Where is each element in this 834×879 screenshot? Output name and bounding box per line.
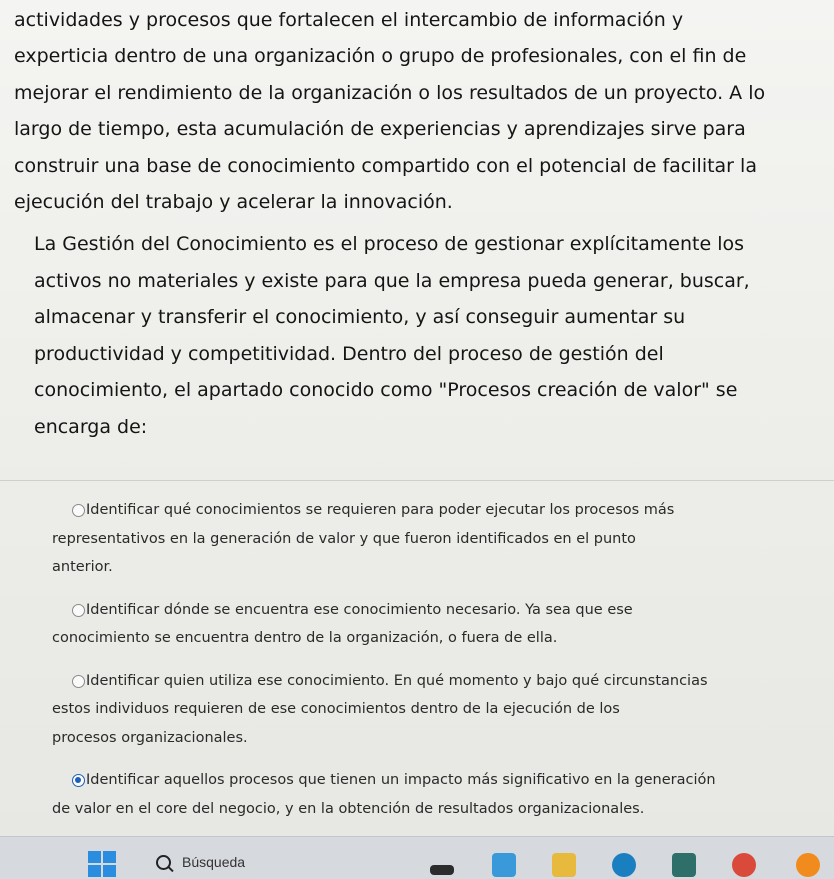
answer-option-1[interactable] bbox=[52, 496, 812, 582]
intro-line: mejorar el rendimiento de la organización o los resultados de un proyecto. A lo bbox=[14, 81, 766, 104]
magnifier-icon bbox=[156, 855, 171, 870]
question-line: encarga de: bbox=[34, 415, 148, 438]
windows-start-icon[interactable] bbox=[88, 851, 118, 879]
question-line: almacenar y transferir el conocimiento, y así conseguir aumentar su bbox=[34, 306, 686, 328]
file-explorer-icon[interactable] bbox=[430, 865, 454, 875]
radio-button-icon[interactable] bbox=[72, 504, 85, 517]
option-line: representativos en la generación de valor y que fueron identificados en el punto bbox=[52, 530, 636, 547]
question-line: conocimiento, el apartado conocido como "Procesos creación de valor" se bbox=[34, 379, 738, 401]
option-line: estos individuos requieren de ese conocimientos dentro de la ejecución de los bbox=[52, 701, 620, 717]
store-icon[interactable] bbox=[672, 853, 696, 877]
intro-line: actividades y procesos que fortalecen el intercambio de información y bbox=[14, 9, 684, 31]
question-line: activos no materiales y existe para que la empresa pueda generar, buscar, bbox=[34, 269, 750, 292]
app-icon[interactable] bbox=[796, 853, 820, 877]
taskbar-search[interactable] bbox=[146, 849, 416, 879]
chrome-icon[interactable] bbox=[732, 853, 756, 877]
folder-icon[interactable] bbox=[552, 853, 576, 877]
option-line: procesos organizacionales. bbox=[52, 729, 248, 746]
intro-paragraph bbox=[14, 2, 814, 220]
answer-option-4[interactable] bbox=[52, 766, 812, 823]
divider bbox=[0, 480, 834, 481]
search-label: Búsqueda bbox=[182, 854, 246, 870]
radio-button-icon[interactable] bbox=[72, 675, 85, 688]
taskbar bbox=[0, 836, 834, 879]
option-line: de valor en el core del negocio, y en la obtención de resultados organizacionales. bbox=[52, 800, 645, 817]
answer-option-3[interactable] bbox=[52, 667, 812, 753]
browser-icon[interactable] bbox=[612, 853, 636, 877]
option-line: Identificar quien utiliza ese conocimiento. En qué momento y bajo qué circunstancias bbox=[86, 672, 708, 689]
intro-line: largo de tiempo, esta acumulación de experiencias y aprendizajes sirve para bbox=[14, 118, 746, 141]
question-line: productividad y competitividad. Dentro del proceso de gestión del bbox=[34, 342, 664, 365]
option-line: Identificar dónde se encuentra ese conocimiento necesario. Ya sea que ese bbox=[86, 601, 633, 618]
question-text bbox=[34, 226, 804, 445]
intro-line: experticia dentro de una organización o grupo de profesionales, con el fin de bbox=[14, 45, 747, 68]
question-line: La Gestión del Conocimiento es el proceso de gestionar explícitamente los bbox=[34, 233, 744, 255]
app-icon[interactable] bbox=[492, 853, 516, 877]
intro-line: construir una base de conocimiento compartido con el potencial de facilitar la bbox=[14, 154, 757, 177]
option-line: conocimiento se encuentra dentro de la organización, o fuera de ella. bbox=[52, 630, 558, 646]
option-line: Identificar aquellos procesos que tienen un impacto más significativo en la generación bbox=[86, 772, 716, 788]
answer-option-2[interactable] bbox=[52, 596, 812, 653]
option-line: anterior. bbox=[52, 559, 113, 575]
radio-button-selected-icon[interactable] bbox=[72, 774, 85, 787]
answer-options bbox=[52, 496, 812, 836]
option-line: Identificar qué conocimientos se requieren para poder ejecutar los procesos más bbox=[86, 502, 675, 518]
radio-button-icon[interactable] bbox=[72, 604, 85, 617]
intro-line: ejecución del trabajo y acelerar la innovación. bbox=[14, 191, 453, 214]
